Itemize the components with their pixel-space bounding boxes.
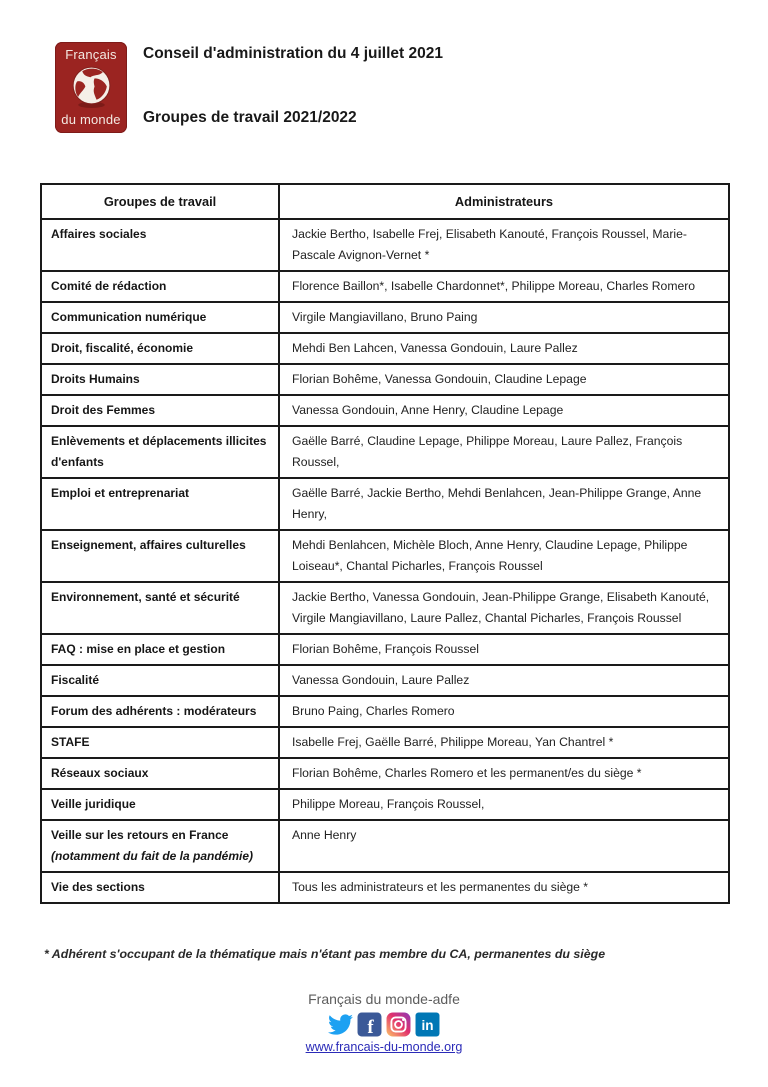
svg-text:in: in	[421, 1018, 434, 1034]
table-row	[41, 219, 729, 271]
column-header-admins: Administrateurs	[279, 184, 729, 219]
table-row	[41, 302, 729, 333]
group-admins: Bruno Paing, Charles Romero	[279, 696, 729, 727]
group-admins: Tous les administrateurs et les permanentes du siège *	[279, 872, 729, 903]
table-row	[41, 426, 729, 478]
group-admins: Florence Baillon*, Isabelle Chardonnet*, Philippe Moreau, Charles Romero	[279, 271, 729, 302]
group-admins: Mehdi Benlahcen, Michèle Bloch, Anne Henry, Claudine Lepage, Philippe Loiseau*, Chantal Picharles, François Roussel	[279, 530, 729, 582]
group-admins: Gaëlle Barré, Jackie Bertho, Mehdi Benlahcen, Jean-Philippe Grange, Anne Henry,	[279, 478, 729, 530]
table-row	[41, 333, 729, 364]
group-name: Comité de rédaction	[51, 279, 167, 293]
group-admins: Mehdi Ben Lahcen, Vanessa Gondouin, Laure Pallez	[279, 333, 729, 364]
table-row	[41, 727, 729, 758]
group-name: STAFE	[51, 735, 90, 749]
logo-text-bottom: du monde	[61, 112, 121, 127]
group-admins: Isabelle Frej, Gaëlle Barré, Philippe Moreau, Yan Chantrel *	[279, 727, 729, 758]
group-name: Enlèvements et déplacements illicites d'enfants	[51, 434, 267, 469]
working-groups-table	[40, 183, 730, 904]
group-name: Affaires sociales	[51, 227, 147, 241]
group-name: Communication numérique	[51, 310, 207, 324]
linkedin-icon[interactable]	[415, 1012, 440, 1037]
group-admins: Jackie Bertho, Isabelle Frej, Elisabeth Kanouté, François Roussel, Marie-Pascale Avignon-Vernet *	[279, 219, 729, 271]
group-admins: Vanessa Gondouin, Anne Henry, Claudine Lepage	[279, 395, 729, 426]
group-name: Droit des Femmes	[51, 403, 156, 417]
facebook-icon[interactable]	[357, 1012, 382, 1037]
group-name: FAQ : mise en place et gestion	[51, 642, 226, 656]
table-row	[41, 271, 729, 302]
table-row	[41, 665, 729, 696]
group-admins: Vanessa Gondouin, Laure Pallez	[279, 665, 729, 696]
group-note: (notamment du fait de la pandémie)	[51, 849, 254, 863]
group-name: Veille sur les retours en France	[51, 828, 229, 842]
group-name: Enseignement, affaires culturelles	[51, 538, 246, 552]
logo-text-top: Français	[65, 47, 117, 62]
org-name: Français du monde-adfe	[308, 991, 460, 1007]
group-name: Vie des sections	[51, 880, 145, 894]
table-row	[41, 634, 729, 665]
table-row	[41, 820, 729, 872]
group-name: Droit, fiscalité, économie	[51, 341, 194, 355]
table-row	[41, 789, 729, 820]
table-row	[41, 872, 729, 903]
table-row	[41, 478, 729, 530]
group-admins: Gaëlle Barré, Claudine Lepage, Philippe Moreau, Laure Pallez, François Roussel,	[279, 426, 729, 478]
group-admins: Florian Bohême, François Roussel	[279, 634, 729, 665]
twitter-icon[interactable]	[328, 1012, 353, 1037]
group-admins: Florian Bohême, Vanessa Gondouin, Claudine Lepage	[279, 364, 729, 395]
org-logo	[55, 42, 127, 133]
group-name: Droits Humains	[51, 372, 140, 386]
table-row	[41, 696, 729, 727]
footnote: * Adhérent s'occupant de la thématique mais n'étant pas membre du CA, permanentes du siège	[44, 947, 606, 961]
table-row	[41, 364, 729, 395]
group-admins: Jackie Bertho, Vanessa Gondouin, Jean-Philippe Grange, Elisabeth Kanouté, Virgile Mangiavillano, Laure Pallez, Chantal Picharles, François Roussel	[279, 582, 729, 634]
group-name: Environnement, santé et sécurité	[51, 590, 240, 604]
table-row	[41, 758, 729, 789]
page-subtitle: Groupes de travail 2021/2022	[143, 109, 357, 126]
social-icons-row	[0, 1012, 768, 1037]
group-name: Veille juridique	[51, 797, 136, 811]
column-header-groups: Groupes de travail	[41, 184, 279, 219]
group-admins: Virgile Mangiavillano, Bruno Paing	[279, 302, 729, 333]
group-admins: Philippe Moreau, François Roussel,	[279, 789, 729, 820]
table-header-row	[41, 184, 729, 219]
group-name: Forum des adhérents : modérateurs	[51, 704, 257, 718]
website-link[interactable]: www.francais-du-monde.org	[305, 1040, 463, 1054]
group-admins: Florian Bohême, Charles Romero et les permanent/es du siège *	[279, 758, 729, 789]
instagram-icon[interactable]	[386, 1012, 411, 1037]
group-name: Emploi et entreprenariat	[51, 486, 190, 500]
group-admins: Anne Henry	[279, 820, 729, 872]
page-title: Conseil d'administration du 4 juillet 2021	[143, 45, 443, 62]
table-row	[41, 530, 729, 582]
svg-text:f: f	[367, 1016, 374, 1037]
group-name: Fiscalité	[51, 673, 100, 687]
table-row	[41, 395, 729, 426]
table-row	[41, 582, 729, 634]
group-name: Réseaux sociaux	[51, 766, 149, 780]
globe-icon	[68, 63, 115, 110]
